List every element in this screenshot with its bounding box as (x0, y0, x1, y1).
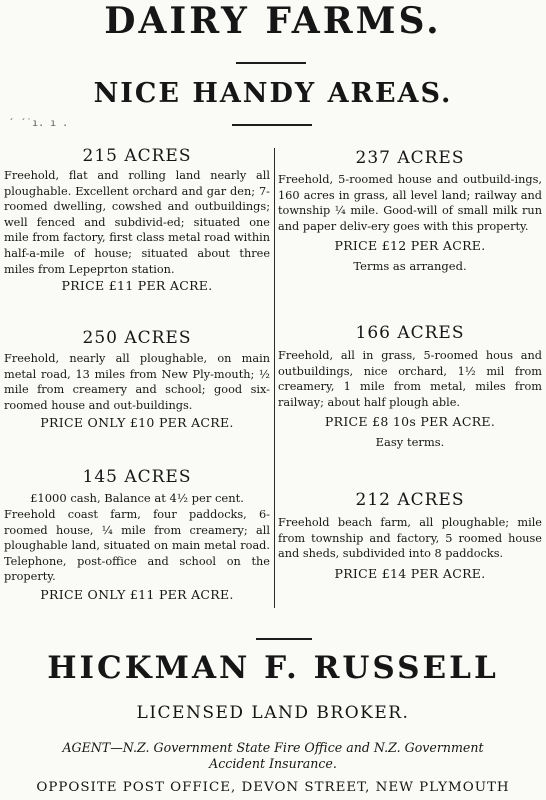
broker-name: HICKMAN F. RUSSELL (47, 650, 499, 686)
listing-heading: 212 ACRES (355, 490, 465, 510)
listing-description: Freehold, nearly all ploughable, on main metal road, 13 miles from New Ply-mouth; ½ mile from creamery and school; good six-roomed house and out-buildings. (4, 352, 270, 412)
listing-heading: 250 ACRES (82, 328, 192, 348)
listing-215-acres (4, 144, 270, 293)
listing-250-acres (4, 325, 270, 430)
listing-description: Freehold coast farm, four paddocks, 6-roomed house, ¼ mile from creamery; all ploughable land, situated on main metal road. Telephone, post-office and school on the property. (4, 508, 270, 584)
address-line: OPPOSITE POST OFFICE, DEVON STREET, NEW PLYMOUTH (36, 780, 510, 795)
print-noise: ´ ´˙ı. ı . (8, 118, 69, 129)
listing-description: Freehold, all in grass, 5-roomed hous and outbuildings, nice orchard, 1½ mil from creamery, 1 mile from metal, miles from railway; about half plough able. (278, 349, 542, 409)
listing-description: Freehold, flat and rolling land nearly all ploughable. Excellent orchard and gar den; 7-roomed dwelling, cowshed and outbuildings; well fenced and subdivid-ed; situated one mile from factory, first class metal road within half-a-mile of house; situated about three miles from Lepeprton station. (4, 169, 270, 276)
divider (232, 124, 312, 126)
listing-145-acres (4, 463, 270, 602)
page-subtitle: NICE HANDY AREAS. (93, 78, 453, 109)
listing-price: PRICE £14 PER ACRE. (334, 565, 486, 581)
listing-heading: 166 ACRES (355, 323, 465, 343)
listing-terms: Terms as arranged. (353, 259, 467, 274)
listing-description: Freehold, 5-roomed house and outbuild-ings, 160 acres in grass, all level land; railway and township ¼ mile. Good-will of small milk run and paper deliv-ery goes with this property. (278, 173, 542, 233)
listing-heading: 215 ACRES (82, 146, 192, 166)
column-divider (274, 148, 275, 608)
divider (256, 638, 312, 640)
page-title: DAIRY FARMS. (104, 0, 442, 42)
listing-heading: 237 ACRES (355, 148, 465, 168)
listing-price: PRICE £12 PER ACRE. (334, 238, 486, 254)
listing-terms: £1000 cash, Balance at 4½ per cent. (30, 491, 244, 505)
listing-price: PRICE £11 PER ACRE. (61, 278, 213, 294)
listing-heading: 145 ACRES (82, 467, 192, 487)
listing-price: PRICE £8 10s PER ACRE. (324, 414, 496, 430)
agent-line: AGENT—N.Z. Government State Fire Office and N.Z. Government Accident Insurance. (62, 740, 484, 771)
listing-166-acres (278, 318, 542, 449)
listing-price: PRICE ONLY £10 PER ACRE. (40, 415, 234, 431)
listing-212-acres (278, 485, 542, 581)
listing-237-acres (278, 144, 542, 273)
divider (236, 62, 306, 64)
broker-role: LICENSED LAND BROKER. (136, 703, 410, 723)
listing-terms: Easy terms. (375, 435, 445, 450)
listing-price: PRICE ONLY £11 PER ACRE. (40, 586, 234, 602)
listing-description: Freehold beach farm, all ploughable; mile from township and factory, 5 roomed house and sheds, subdivided into 8 paddocks. (278, 516, 542, 561)
